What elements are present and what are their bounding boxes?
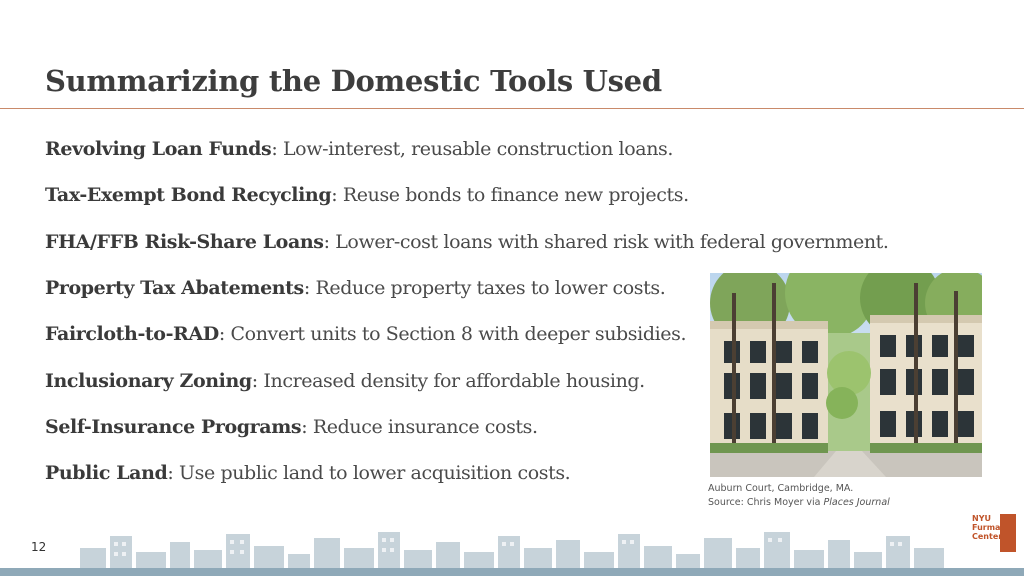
logo-line-nyu: NYU (972, 514, 991, 523)
auburn-court-photo (710, 273, 982, 477)
tool-item-tax-exempt-bond-recycling (45, 184, 689, 206)
tool-desc: : Low-interest, reusable construction loans. (271, 138, 674, 160)
tool-item-self-insurance-programs (45, 416, 538, 438)
logo-line-furman: Furman (972, 523, 1007, 532)
tool-item-fha-ffb-risk-share-loans (45, 231, 889, 253)
tool-desc: : Reduce property taxes to lower costs. (303, 277, 666, 299)
tool-desc: : Lower-cost loans with shared risk with federal government. (323, 231, 889, 253)
slide-title: Summarizing the Domestic Tools Used (45, 64, 662, 98)
tool-desc: : Increased density for affordable housing. (251, 370, 645, 392)
tool-item-faircloth-to-rad (45, 323, 686, 345)
tool-item-revolving-loan-funds (45, 138, 673, 160)
tool-desc: : Convert units to Section 8 with deeper subsidies. (218, 323, 687, 345)
tool-name: Self-Insurance Programs (45, 416, 302, 438)
tool-name: Property Tax Abatements (45, 277, 304, 299)
tool-desc: : Reuse bonds to finance new projects. (331, 184, 689, 206)
tool-name: Tax-Exempt Bond Recycling (45, 184, 332, 206)
tool-name: FHA/FFB Risk-Share Loans (45, 231, 324, 253)
title-divider (0, 108, 1024, 109)
tool-name: Faircloth-to-RAD (45, 323, 219, 345)
tool-item-inclusionary-zoning (45, 370, 645, 392)
caption-source-prefix: Source: Chris Moyer via (708, 497, 824, 508)
tool-desc: : Reduce insurance costs. (301, 416, 538, 438)
tool-name: Inclusionary Zoning (45, 370, 252, 392)
caption-source-journal: Places Journal (823, 497, 890, 508)
tool-name: Public Land (45, 462, 168, 484)
caption-source (708, 496, 890, 510)
page-number: 12 (31, 540, 47, 554)
logo-line-center: Center (972, 532, 1003, 541)
caption-location: Auburn Court, Cambridge, MA. (708, 483, 854, 494)
tool-item-property-tax-abatements (45, 277, 665, 299)
logo-text (972, 514, 1006, 541)
photo-caption (708, 482, 890, 510)
tool-name: Revolving Loan Funds (45, 138, 272, 160)
footer-band (0, 568, 1024, 576)
tool-desc: : Use public land to lower acquisition costs. (167, 462, 571, 484)
tool-item-public-land (45, 462, 570, 484)
